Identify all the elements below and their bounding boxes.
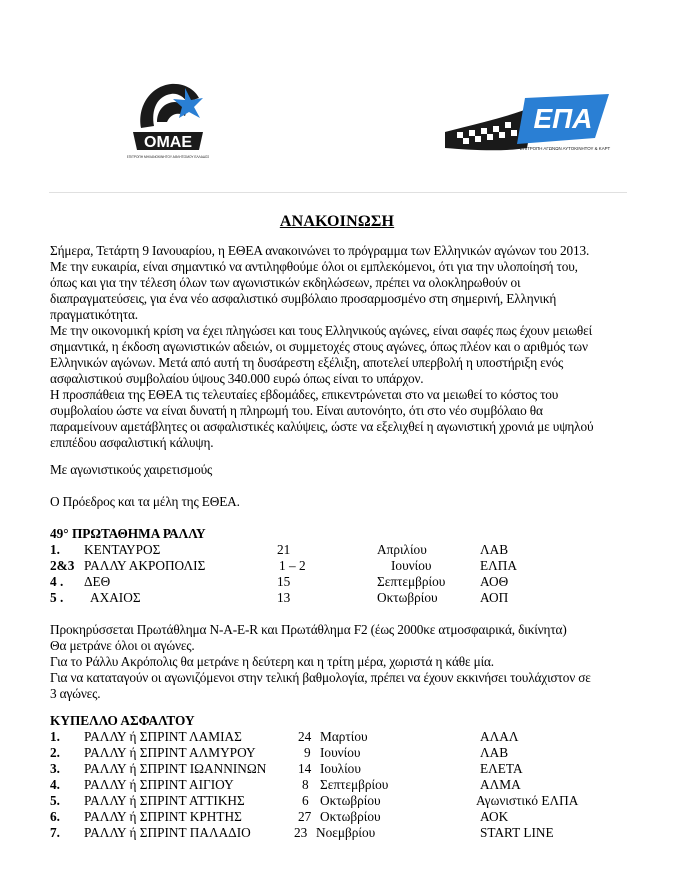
note-line: Για το Ράλλυ Ακρόπολις θα μετράνε η δεύτερη και η τρίτη μέρα, χωριστά η κάθε μία. xyxy=(50,654,494,669)
row-number: 3. xyxy=(50,761,60,776)
event-organizer: ΛΑΒ xyxy=(480,745,509,760)
event-name: ΡΑΛΛΥ ή ΣΠΡΙΝΤ ΛΑΜΙΑΣ xyxy=(84,729,242,744)
event-month: Ιουνίου xyxy=(391,558,432,573)
intro-line: ασφαλιστικού συμβολαίου ύψους 340.000 ευρώ όπως είναι το υπάρχον. xyxy=(50,371,424,386)
intro-line: Σήμερα, Τετάρτη 9 Ιανουαρίου, η ΕΘΕΑ ανακοινώνει το πρόγραμμα των Ελληνικών αγώνων του 2013. xyxy=(50,243,590,258)
event-organizer: ΑΛΜΑ xyxy=(480,777,521,792)
row-number: 5 . xyxy=(50,590,64,605)
event-day: 6 xyxy=(302,793,309,808)
event-day: 24 xyxy=(298,729,312,744)
note-line: Για να καταταγούν οι αγωνιζόμενοι στην τελική βαθμολογία, πρέπει να έχουν εκκινήσει τουλάχιστον σε xyxy=(50,670,591,685)
row-number: 4. xyxy=(50,777,60,792)
table-row xyxy=(0,761,674,777)
event-day: 14 xyxy=(298,761,312,776)
event-day: 21 xyxy=(277,542,291,557)
event-name: ΡΑΛΛΥ ή ΣΠΡΙΝΤ ΑΤΤΙΚΗΣ xyxy=(84,793,245,808)
logos-banner xyxy=(49,54,627,193)
intro-line: Με την ευκαιρία, είναι σημαντικό να αντιληφθούμε όλοι οι εμπλεκόμενοι, ότι για την υλοποίησή του, xyxy=(50,259,578,274)
intro-line: επιπέδου ασφαλιστική κάλυψη. xyxy=(50,435,214,450)
event-month: Νοεμβρίου xyxy=(316,825,376,840)
intro-line: όπως και για την τέλεση όλων των αγωνιστικών εκδηλώσεων, πρέπει να ολοκληρωθούν οι xyxy=(50,275,521,290)
note-line: Προκηρύσσεται Πρωτάθλημα N-A-E-R και Πρωτάθλημα F2 (έως 2000κε ατμοσφαιρικά, δικίνητα) xyxy=(50,622,567,637)
event-month: Σεπτεμβρίου xyxy=(377,574,446,589)
table-row xyxy=(0,745,674,761)
event-month: Ιουλίου xyxy=(320,761,361,776)
event-month: Οκτωβρίου xyxy=(377,590,438,605)
event-month: Οκτωβρίου xyxy=(320,793,381,808)
table-row xyxy=(0,729,674,745)
event-day: 8 xyxy=(302,777,309,792)
event-organizer: ΑΟΠ xyxy=(480,590,509,605)
row-number: 4 . xyxy=(50,574,64,589)
event-name: ΡΑΛΛΥ ή ΣΠΡΙΝΤ ΚΡΗΤΗΣ xyxy=(84,809,242,824)
row-number: 2. xyxy=(50,745,60,760)
table-row xyxy=(0,590,674,606)
championship-notes xyxy=(50,622,635,702)
event-organizer: ΑΟΚ xyxy=(480,809,509,824)
event-day: 1 – 2 xyxy=(279,558,306,573)
epa-logo-subtext: ΕΠΙΤΡΟΠΗ ΑΓΩΝΩΝ ΑΥΤΟΚΙΝΗΤΟΥ & ΚΑΡΤ xyxy=(519,146,611,151)
event-organizer: Αγωνιστικό ΕΛΠΑ xyxy=(476,793,579,808)
event-name: ΡΑΛΛΥ ή ΣΠΡΙΝΤ ΑΛΜΥΡΟΥ xyxy=(84,745,256,760)
intro-line: πραγματικότητα. xyxy=(50,307,138,322)
intro-line: παραμείνουν αμετάβλητες οι ασφαλιστικές καλύψεις, ώστε να εξελιχθεί η αγωνιστική χρονιά με υψηλού xyxy=(50,419,594,434)
row-number: 6. xyxy=(50,809,60,824)
intro-line: Με την οικονομική κρίση να έχει πληγώσει και τους Ελληνικούς αγώνες, είναι σαφές πως έχουν μειωθεί xyxy=(50,323,593,338)
note-line: 3 αγώνες. xyxy=(50,686,101,701)
table-row xyxy=(0,825,674,841)
epa-logo xyxy=(445,88,615,162)
intro-line: σημαντικά, η έκδοση αγωνιστικών αδειών, οι συμμετοχές στους αγώνες, όπως πλέον και ο αριθμός των xyxy=(50,339,588,354)
row-number: 1. xyxy=(50,542,60,557)
event-name: ΔΕΘ xyxy=(84,574,111,589)
omae-logo xyxy=(127,76,209,172)
intro-line: διαπραγματεύσεις, για ένα νέο ασφαλιστικό συμβόλαιο προσαρμοσμένο στη σημερινή, Ελληνική xyxy=(50,291,557,306)
intro-line: συμβολαίου ώστε να είναι δυνατή η πληρωμή του. Είναι αυτονόητο, ότι στο νέο συμβόλαιο θα xyxy=(50,403,543,418)
table-row xyxy=(0,574,674,590)
event-organizer: ΑΛΑΛ xyxy=(480,729,519,744)
event-month: Μαρτίου xyxy=(320,729,368,744)
event-month: Οκτωβρίου xyxy=(320,809,381,824)
greeting: Με αγωνιστικούς χαιρετισμούς xyxy=(50,462,213,477)
signature: Ο Πρόεδρος και τα μέλη της ΕΘΕΑ. xyxy=(50,494,240,509)
table-row xyxy=(0,777,674,793)
omae-logo-text: ΟΜΑΕ xyxy=(144,134,192,151)
table-row xyxy=(0,793,674,809)
event-name: ΡΑΛΛΥ ΑΚΡΟΠΟΛΙΣ xyxy=(84,558,206,573)
intro-line: Ελληνικών αγώνων. Μετά από αυτή τη δυσάρεστη εξέλιξη, αποτελεί υπερβολή η υποστήριξη ενός xyxy=(50,355,564,370)
page-title: ΑΝΑΚΟΙΝΩΣΗ xyxy=(279,213,395,230)
event-month: Ιουνίου xyxy=(320,745,361,760)
event-day: 9 xyxy=(304,745,311,760)
table-row xyxy=(0,558,674,574)
event-month: Απριλίου xyxy=(377,542,427,557)
event-day: 15 xyxy=(277,574,291,589)
event-organizer: START LINE xyxy=(480,825,554,840)
row-number: 2&3 xyxy=(50,558,75,573)
event-organizer: ΕΛΕΤΑ xyxy=(480,761,523,776)
event-day: 23 xyxy=(294,825,308,840)
event-organizer: ΕΛΠΑ xyxy=(480,558,517,573)
note-line: Θα μετράνε όλοι οι αγώνες. xyxy=(50,638,195,653)
table-row xyxy=(0,809,674,825)
event-organizer: ΛΑΒ xyxy=(480,542,509,557)
event-name: ΚΕΝΤΑΥΡΟΣ xyxy=(84,542,161,557)
event-month: Σεπτεμβρίου xyxy=(320,777,389,792)
table-row xyxy=(0,542,674,558)
event-name: ΡΑΛΛΥ ή ΣΠΡΙΝΤ ΙΩΑΝΝΙΝΩΝ xyxy=(84,761,267,776)
event-name: ΑΧΑΙΟΣ xyxy=(90,590,141,605)
event-day: 27 xyxy=(298,809,312,824)
intro-line: Η προσπάθεια της ΕΘΕΑ τις τελευταίες εβδομάδες, επικεντρώνεται στο να μειωθεί το κόστος του xyxy=(50,387,559,402)
intro-paragraph xyxy=(50,243,635,451)
omae-logo-subtext: ΕΠΙΤΡΟΠΗ ΜΗΧΑΝΟΚΙΝΗΤΟΥ ΑΘΛΗΤΙΣΜΟΥ ΕΛΛΑΔΟΣ xyxy=(127,155,209,159)
event-name: ΡΑΛΛΥ ή ΣΠΡΙΝΤ ΠΑΛΑΔΙΟ xyxy=(84,825,251,840)
event-name: ΡΑΛΛΥ ή ΣΠΡΙΝΤ ΑΙΓΙΟΥ xyxy=(84,777,234,792)
cup-heading: ΚΥΠΕΛΛΟ ΑΣΦΑΛΤΟΥ xyxy=(50,713,195,728)
event-organizer: ΑΟΘ xyxy=(480,574,509,589)
row-number: 1. xyxy=(50,729,60,744)
row-number: 7. xyxy=(50,825,60,840)
row-number: 5. xyxy=(50,793,60,808)
event-day: 13 xyxy=(277,590,291,605)
rally-heading: 49° ΠΡΩΤΑΘΗΜΑ ΡΑΛΛΥ xyxy=(50,526,206,541)
epa-logo-text: ΕΠΑ xyxy=(533,103,593,134)
